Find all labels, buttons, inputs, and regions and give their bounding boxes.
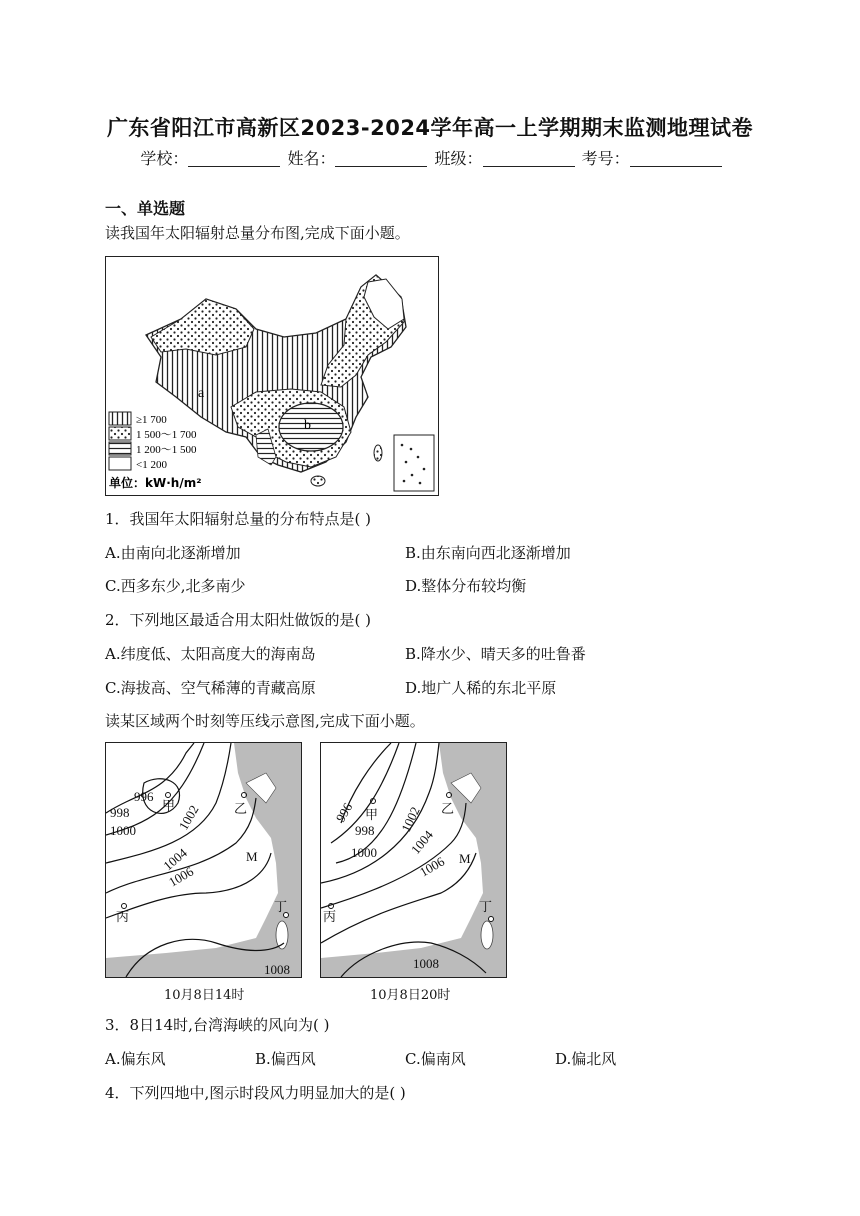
question-3-stem: 3．8日14时,台湾海峡的风向为( ) bbox=[105, 1016, 330, 1034]
place-ding: 丁 bbox=[479, 899, 493, 914]
question-4-stem: 4．下列四地中,图示时段风力明显加大的是( ) bbox=[105, 1084, 406, 1102]
question-3-option-c[interactable]: C.偏南风 bbox=[405, 1050, 466, 1068]
student-info-line bbox=[0, 146, 860, 169]
isobar-map-14h-svg bbox=[106, 743, 301, 977]
taiwan-island bbox=[374, 445, 382, 461]
isobar-label-1002: 1002 bbox=[175, 802, 202, 833]
school-label: 学校： bbox=[140, 149, 189, 168]
section-title: 一、单选题 bbox=[105, 199, 186, 218]
south-china-sea-inset bbox=[394, 435, 434, 491]
isobar-label-1006: 1006 bbox=[166, 863, 197, 890]
region-b-label: b bbox=[304, 418, 311, 433]
question-1-option-a[interactable]: A.由南向北逐渐增加 bbox=[105, 544, 241, 562]
solar-radiation-map bbox=[105, 256, 439, 496]
question-1-option-b[interactable]: B.由东南向西北逐渐增加 bbox=[405, 544, 571, 562]
class-label: 班级： bbox=[434, 149, 483, 168]
legend-unit: 单位：kW·h/m² bbox=[109, 476, 202, 490]
isobar-label-1004: 1004 bbox=[160, 845, 190, 874]
exam-number-blank bbox=[630, 150, 722, 167]
isobar-map-20h-svg bbox=[321, 743, 506, 977]
school-blank bbox=[188, 150, 280, 167]
place-bing: 丙 bbox=[116, 909, 130, 924]
isobar-map-20h-caption: 10月8日20时 bbox=[370, 988, 451, 1003]
region-sichuan-basin bbox=[279, 403, 343, 451]
legend-2: 1 500～1 700 bbox=[136, 429, 197, 441]
legend-4: <1 200 bbox=[136, 459, 167, 471]
class-blank bbox=[483, 150, 575, 167]
hainan-island bbox=[311, 476, 325, 486]
sea-area bbox=[106, 743, 301, 977]
place-m: M bbox=[246, 849, 258, 864]
map-legend bbox=[109, 412, 201, 490]
question-2-option-b[interactable]: B.降水少、晴天多的吐鲁番 bbox=[405, 645, 586, 663]
group1-intro: 读我国年太阳辐射总量分布图,完成下面小题。 bbox=[105, 224, 410, 242]
isobar-map-20h bbox=[320, 742, 507, 978]
place-jia: 甲 bbox=[365, 807, 379, 822]
question-2-option-a[interactable]: A.纬度低、太阳高度大的海南岛 bbox=[105, 645, 316, 663]
exam-number-label: 考号： bbox=[581, 149, 630, 168]
place-bing: 丙 bbox=[323, 909, 337, 924]
place-m: M bbox=[459, 851, 471, 866]
place-yi: 乙 bbox=[441, 801, 455, 816]
region-a-label: a bbox=[198, 386, 205, 401]
place-ding: 丁 bbox=[274, 899, 288, 914]
question-1-option-d[interactable]: D.整体分布较均衡 bbox=[405, 577, 527, 595]
isobar-label-1008: 1008 bbox=[413, 956, 439, 971]
isobar-label-1002: 1002 bbox=[398, 804, 423, 835]
isobar-label-996: 996 bbox=[332, 800, 356, 825]
isobar-label-998: 998 bbox=[110, 805, 130, 820]
question-1-option-c[interactable]: C.西多东少,北多南少 bbox=[105, 577, 246, 595]
place-yi: 乙 bbox=[234, 801, 248, 816]
isobar-map-14h-caption: 10月8日14时 bbox=[164, 988, 245, 1003]
question-3-option-a[interactable]: A.偏东风 bbox=[105, 1050, 166, 1068]
place-jia: 甲 bbox=[162, 798, 176, 813]
question-1-stem: 1．我国年太阳辐射总量的分布特点是( ) bbox=[105, 510, 372, 528]
isobar-label-1004: 1004 bbox=[407, 827, 437, 857]
isobar-label-1006: 1006 bbox=[417, 853, 448, 880]
question-3-option-d[interactable]: D.偏北风 bbox=[555, 1050, 617, 1068]
question-3-option-b[interactable]: B.偏西风 bbox=[255, 1050, 316, 1068]
question-2-stem: 2．下列地区最适合用太阳灶做饭的是( ) bbox=[105, 611, 372, 629]
legend-1: ≥1 700 bbox=[136, 414, 167, 426]
solar-radiation-map-svg bbox=[106, 257, 438, 495]
legend-3: 1 200～1 500 bbox=[136, 444, 197, 456]
taiwan-island bbox=[481, 921, 493, 949]
isobar-label-998: 998 bbox=[355, 823, 375, 838]
isobar-label-996: 996 bbox=[134, 789, 154, 804]
exam-title: 广东省阳江市高新区2023-2024学年高一上学期期末监测地理试卷 bbox=[106, 116, 754, 140]
name-blank bbox=[335, 150, 427, 167]
isobar-label-1008: 1008 bbox=[264, 962, 290, 977]
question-2-option-c[interactable]: C.海拔高、空气稀薄的青藏高原 bbox=[105, 679, 316, 697]
name-label: 姓名： bbox=[287, 149, 336, 168]
isobar-map-14h bbox=[105, 742, 302, 978]
isobar-label-1000: 1000 bbox=[110, 823, 136, 838]
group2-intro: 读某区域两个时刻等压线示意图,完成下面小题。 bbox=[105, 712, 425, 730]
isobar-label-1000: 1000 bbox=[351, 845, 377, 860]
question-2-option-d[interactable]: D.地广人稀的东北平原 bbox=[405, 679, 557, 697]
